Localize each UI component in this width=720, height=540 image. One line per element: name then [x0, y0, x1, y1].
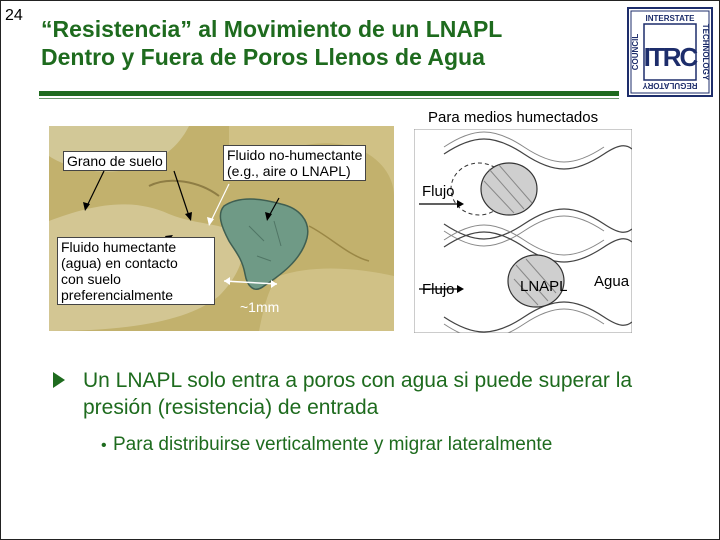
scale-label: ~1mm [240, 299, 280, 315]
water-label: Agua [594, 273, 630, 290]
itrc-logo [627, 7, 713, 97]
diagram-caption: Para medios humectados [428, 109, 599, 126]
flow-label-top: Flujo [422, 183, 455, 200]
title-divider-thin [39, 98, 619, 99]
label-wetting-line-3: con suelo [61, 271, 121, 287]
logo-ring-right: TECHNOLOGY [701, 23, 710, 81]
title-divider [39, 91, 619, 96]
label-wetting-line-4: preferencialmente [61, 287, 174, 303]
slide-number: 24 [5, 7, 23, 24]
logo-ring-bottom: REGULATORY [642, 81, 698, 90]
logo-ring-top: INTERSTATE [645, 14, 695, 23]
bullet-main-text: Un LNAPL solo entra a poros con agua si puede superar la presión (resistencia) de entrada [83, 369, 633, 419]
pore-diagram [414, 129, 632, 333]
title-line-2: Dentro y Fuera de Poros Llenos de Agua [41, 44, 485, 70]
logo-ring-left: COUNCIL [631, 33, 640, 71]
label-nonwetting-fluid [223, 145, 366, 181]
logo-center-text: ITRC [643, 42, 697, 72]
label-soil-grain: Grano de suelo [63, 151, 167, 171]
flow-label-bottom: Flujo [422, 281, 455, 298]
label-nonwetting-line-2: (e.g., aire o LNAPL) [227, 163, 351, 179]
bullet-sub [101, 433, 653, 457]
bullet-dot-icon: • [101, 437, 107, 454]
label-wetting-fluid [57, 237, 215, 305]
bullet-arrow-icon [53, 372, 65, 388]
title-line-1: “Resistencia” al Movimiento de un LNAPL [41, 16, 503, 42]
slide-title [41, 15, 611, 71]
label-nonwetting-line-1: Fluido no-humectante [227, 147, 363, 163]
bullet-sub-text: Para distribuirse verticalmente y migrar lateralmente [113, 434, 553, 455]
lnapl-label: LNAPL [520, 278, 568, 295]
label-wetting-line-2: (agua) en contacto [61, 255, 178, 271]
label-wetting-line-1: Fluido humectante [61, 239, 177, 255]
